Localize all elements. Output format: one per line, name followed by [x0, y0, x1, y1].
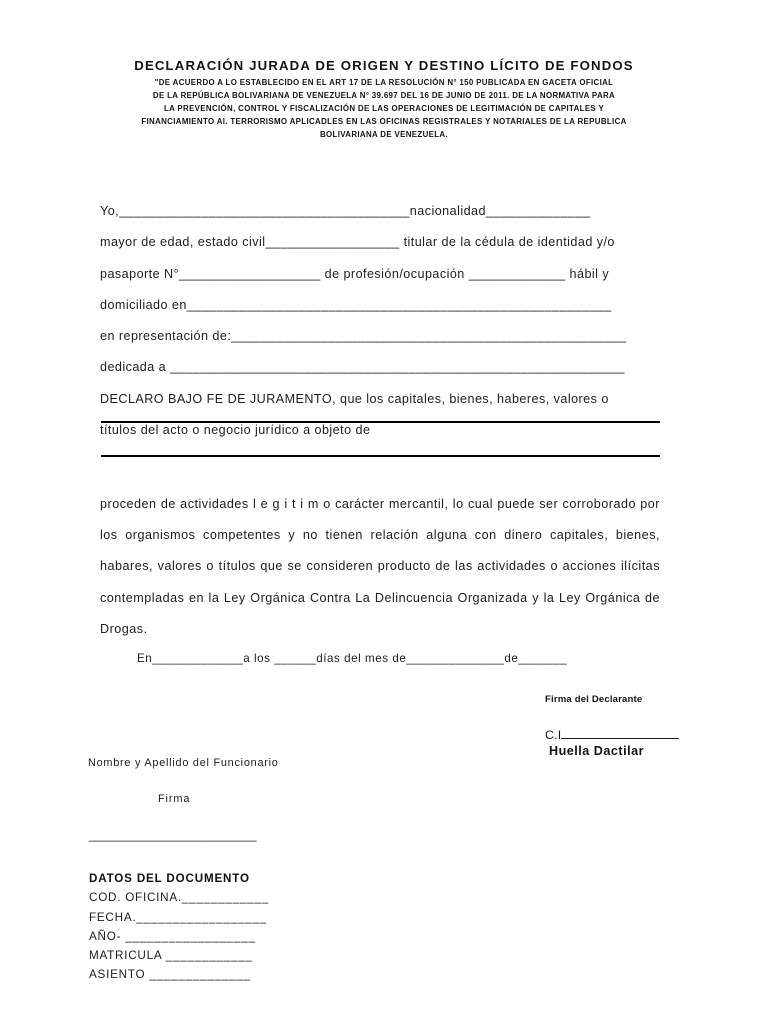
declaration-paragraph: proceden de actividades l e g i t i m o carácter mercantil, lo cual puede ser corroborado por los organismos competentes y no tienen relación alguna con dinero capitales, bienes, habares, valores o títulos que se consideren producto de las actividades o acciones ilícitas contempladas en la Ley Orgánica Contra La Delincuencia Organizada y la Ley Orgánica de Drogas.	[100, 497, 660, 636]
document-data-block	[89, 869, 419, 985]
field-fecha: FECHA.__________________	[89, 910, 267, 924]
body-line-yo: Yo,_______________________________________nacionalidad______________	[100, 204, 591, 218]
document-title: DECLARACIÓN JURADA DE ORIGEN Y DESTINO LÍCITO DE FONDOS	[134, 58, 634, 73]
functionary-signature-line: ________________________	[89, 828, 257, 842]
declarant-signature-label: Firma del Declarante	[545, 694, 643, 705]
blank-rule-first	[101, 421, 660, 423]
body-line-representacion: en representación de:_____________________________________________________	[100, 329, 627, 344]
field-ano: AÑO- __________________	[89, 929, 256, 943]
declarant-id-blank	[561, 725, 679, 739]
blank-rule-second	[101, 455, 660, 457]
body-line-titulos: títulos del acto o negocio jurídico a objeto de	[100, 423, 371, 438]
subtitle-line-3: LA PREVENCIÓN, CONTROL Y FISCALIZACIÓN DE LAS OPERACIONES DE LEGITIMACIÓN DE CAPITALES Y	[163, 103, 605, 113]
body-line-estado-civil: mayor de edad, estado civil__________________ titular de la cédula de identidad y/o	[100, 235, 615, 250]
field-cod-oficina: COD. OFICINA.____________	[89, 891, 269, 905]
field-asiento: ASIENTO ______________	[89, 968, 251, 982]
declaration-body	[100, 196, 660, 446]
body-line-dedicada: dedicada a _____________________________________________________________	[100, 360, 625, 375]
functionary-signature-label: Firma	[158, 793, 191, 805]
subtitle-line-4: FINANCIAMIENTO Al. TERRORISMO APLICADLES EN LAS OFICINAS REGISTRALES Y NOTARIALES DE LA REPUBLICA	[141, 116, 627, 126]
functionary-name-label: Nombre y Apellido del Funcionario	[88, 757, 279, 769]
body-line-declaro: DECLARO BAJO FE DE JURAMENTO, que los capitales, bienes, haberes, valores o	[100, 391, 609, 406]
document-subtitle	[84, 77, 684, 142]
body-line-pasaporte: pasaporte N°___________________ de profesión/ocupación _____________ hábil y	[100, 266, 610, 281]
subtitle-line-2: DE LA REPÚBLICA BOLIVARIANA DE VENEZUELA N° 39.697 DEL 16 DE JUNIO DE 2011. DE LA NORMATIVA PARA	[152, 90, 616, 100]
date-line: En_____________a los ______días del mes de______________de_______	[137, 652, 568, 665]
fingerprint-label: Huella Dactilar	[549, 744, 644, 758]
body-line-domiciliado: domiciliado en_________________________________________________________	[100, 297, 612, 312]
subtitle-line-1: "DE ACUERDO A LO ESTABLECIDO EN EL ART 17 DE LA RESOLUCIÓN N° 150 PUBLICADA EN GACETA OFICIAL	[154, 78, 614, 87]
subtitle-line-5: BOLIVARIANA DE VENEZUELA.	[320, 129, 448, 139]
field-matricula: MATRICULA ____________	[89, 949, 253, 963]
declarant-id-label: C.I	[545, 728, 562, 742]
declarant-id-line	[545, 725, 679, 742]
document-data-title: DATOS DEL DOCUMENTO	[89, 872, 250, 885]
